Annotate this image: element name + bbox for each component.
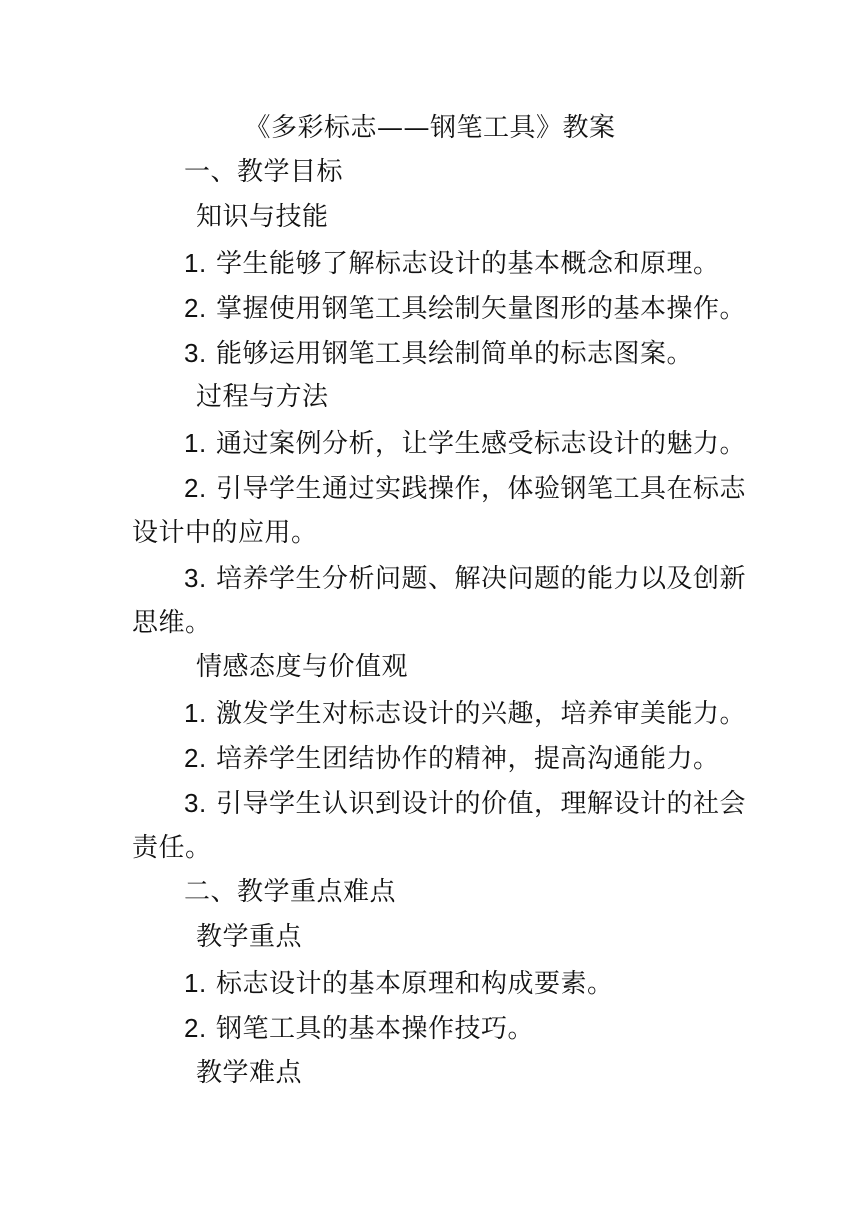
list-item-text: 引导学生认识到设计的价值，理解设计的社会 xyxy=(216,789,747,819)
subsection-heading-process: 过程与方法 xyxy=(196,382,329,412)
list-item xyxy=(132,698,784,729)
list-item-number: 3. xyxy=(184,338,207,368)
list-item xyxy=(132,428,784,459)
list-item xyxy=(132,293,784,324)
list-item-number: 3. xyxy=(184,788,207,818)
list-item-continuation: 设计中的应用。 xyxy=(132,518,318,548)
list-item-continuation: 责任。 xyxy=(132,833,212,863)
list-item-text: 引导学生通过实践操作，体验钢笔工具在标志 xyxy=(216,474,747,504)
list-item xyxy=(132,248,784,279)
subsection-heading-focus: 教学重点 xyxy=(196,922,303,952)
list-item-number: 3. xyxy=(184,563,207,593)
list-item-number: 1. xyxy=(184,248,207,278)
list-item-number: 1. xyxy=(184,968,207,998)
subsection-heading-attitude: 情感态度与价值观 xyxy=(196,652,409,682)
list-item-number: 2. xyxy=(184,1013,207,1043)
list-item xyxy=(132,1013,784,1044)
list-item-text: 通过案例分析，让学生感受标志设计的魅力。 xyxy=(216,429,747,459)
list-item-number: 1. xyxy=(184,428,207,458)
list-item-text: 能够运用钢笔工具绘制简单的标志图案。 xyxy=(216,339,694,369)
section-heading-key-points: 二、教学重点难点 xyxy=(184,877,397,907)
list-item-number: 2. xyxy=(184,743,207,773)
document-title: 《多彩标志——钢笔工具》教案 xyxy=(244,113,616,143)
list-item xyxy=(132,563,784,594)
list-item xyxy=(132,473,784,504)
list-item-text: 激发学生对标志设计的兴趣，培养审美能力。 xyxy=(216,699,747,729)
subsection-heading-knowledge: 知识与技能 xyxy=(196,202,329,232)
list-item xyxy=(132,743,784,774)
list-item xyxy=(132,968,784,999)
list-item-continuation: 思维。 xyxy=(132,608,212,638)
list-item-text: 钢笔工具的基本操作技巧。 xyxy=(216,1014,535,1044)
section-heading-objectives: 一、教学目标 xyxy=(184,157,344,187)
list-item-number: 2. xyxy=(184,293,207,323)
list-item-text: 学生能够了解标志设计的基本概念和原理。 xyxy=(216,249,720,279)
subsection-heading-difficulty: 教学难点 xyxy=(196,1058,303,1088)
list-item-text: 掌握使用钢笔工具绘制矢量图形的基本操作。 xyxy=(216,294,747,324)
list-item-number: 1. xyxy=(184,698,207,728)
list-item-text: 培养学生团结协作的精神，提高沟通能力。 xyxy=(216,744,720,774)
list-item-number: 2. xyxy=(184,473,207,503)
list-item xyxy=(132,788,784,819)
list-item-text: 标志设计的基本原理和构成要素。 xyxy=(216,969,614,999)
list-item-text: 培养学生分析问题、解决问题的能力以及创新 xyxy=(216,564,747,594)
list-item xyxy=(132,338,784,369)
